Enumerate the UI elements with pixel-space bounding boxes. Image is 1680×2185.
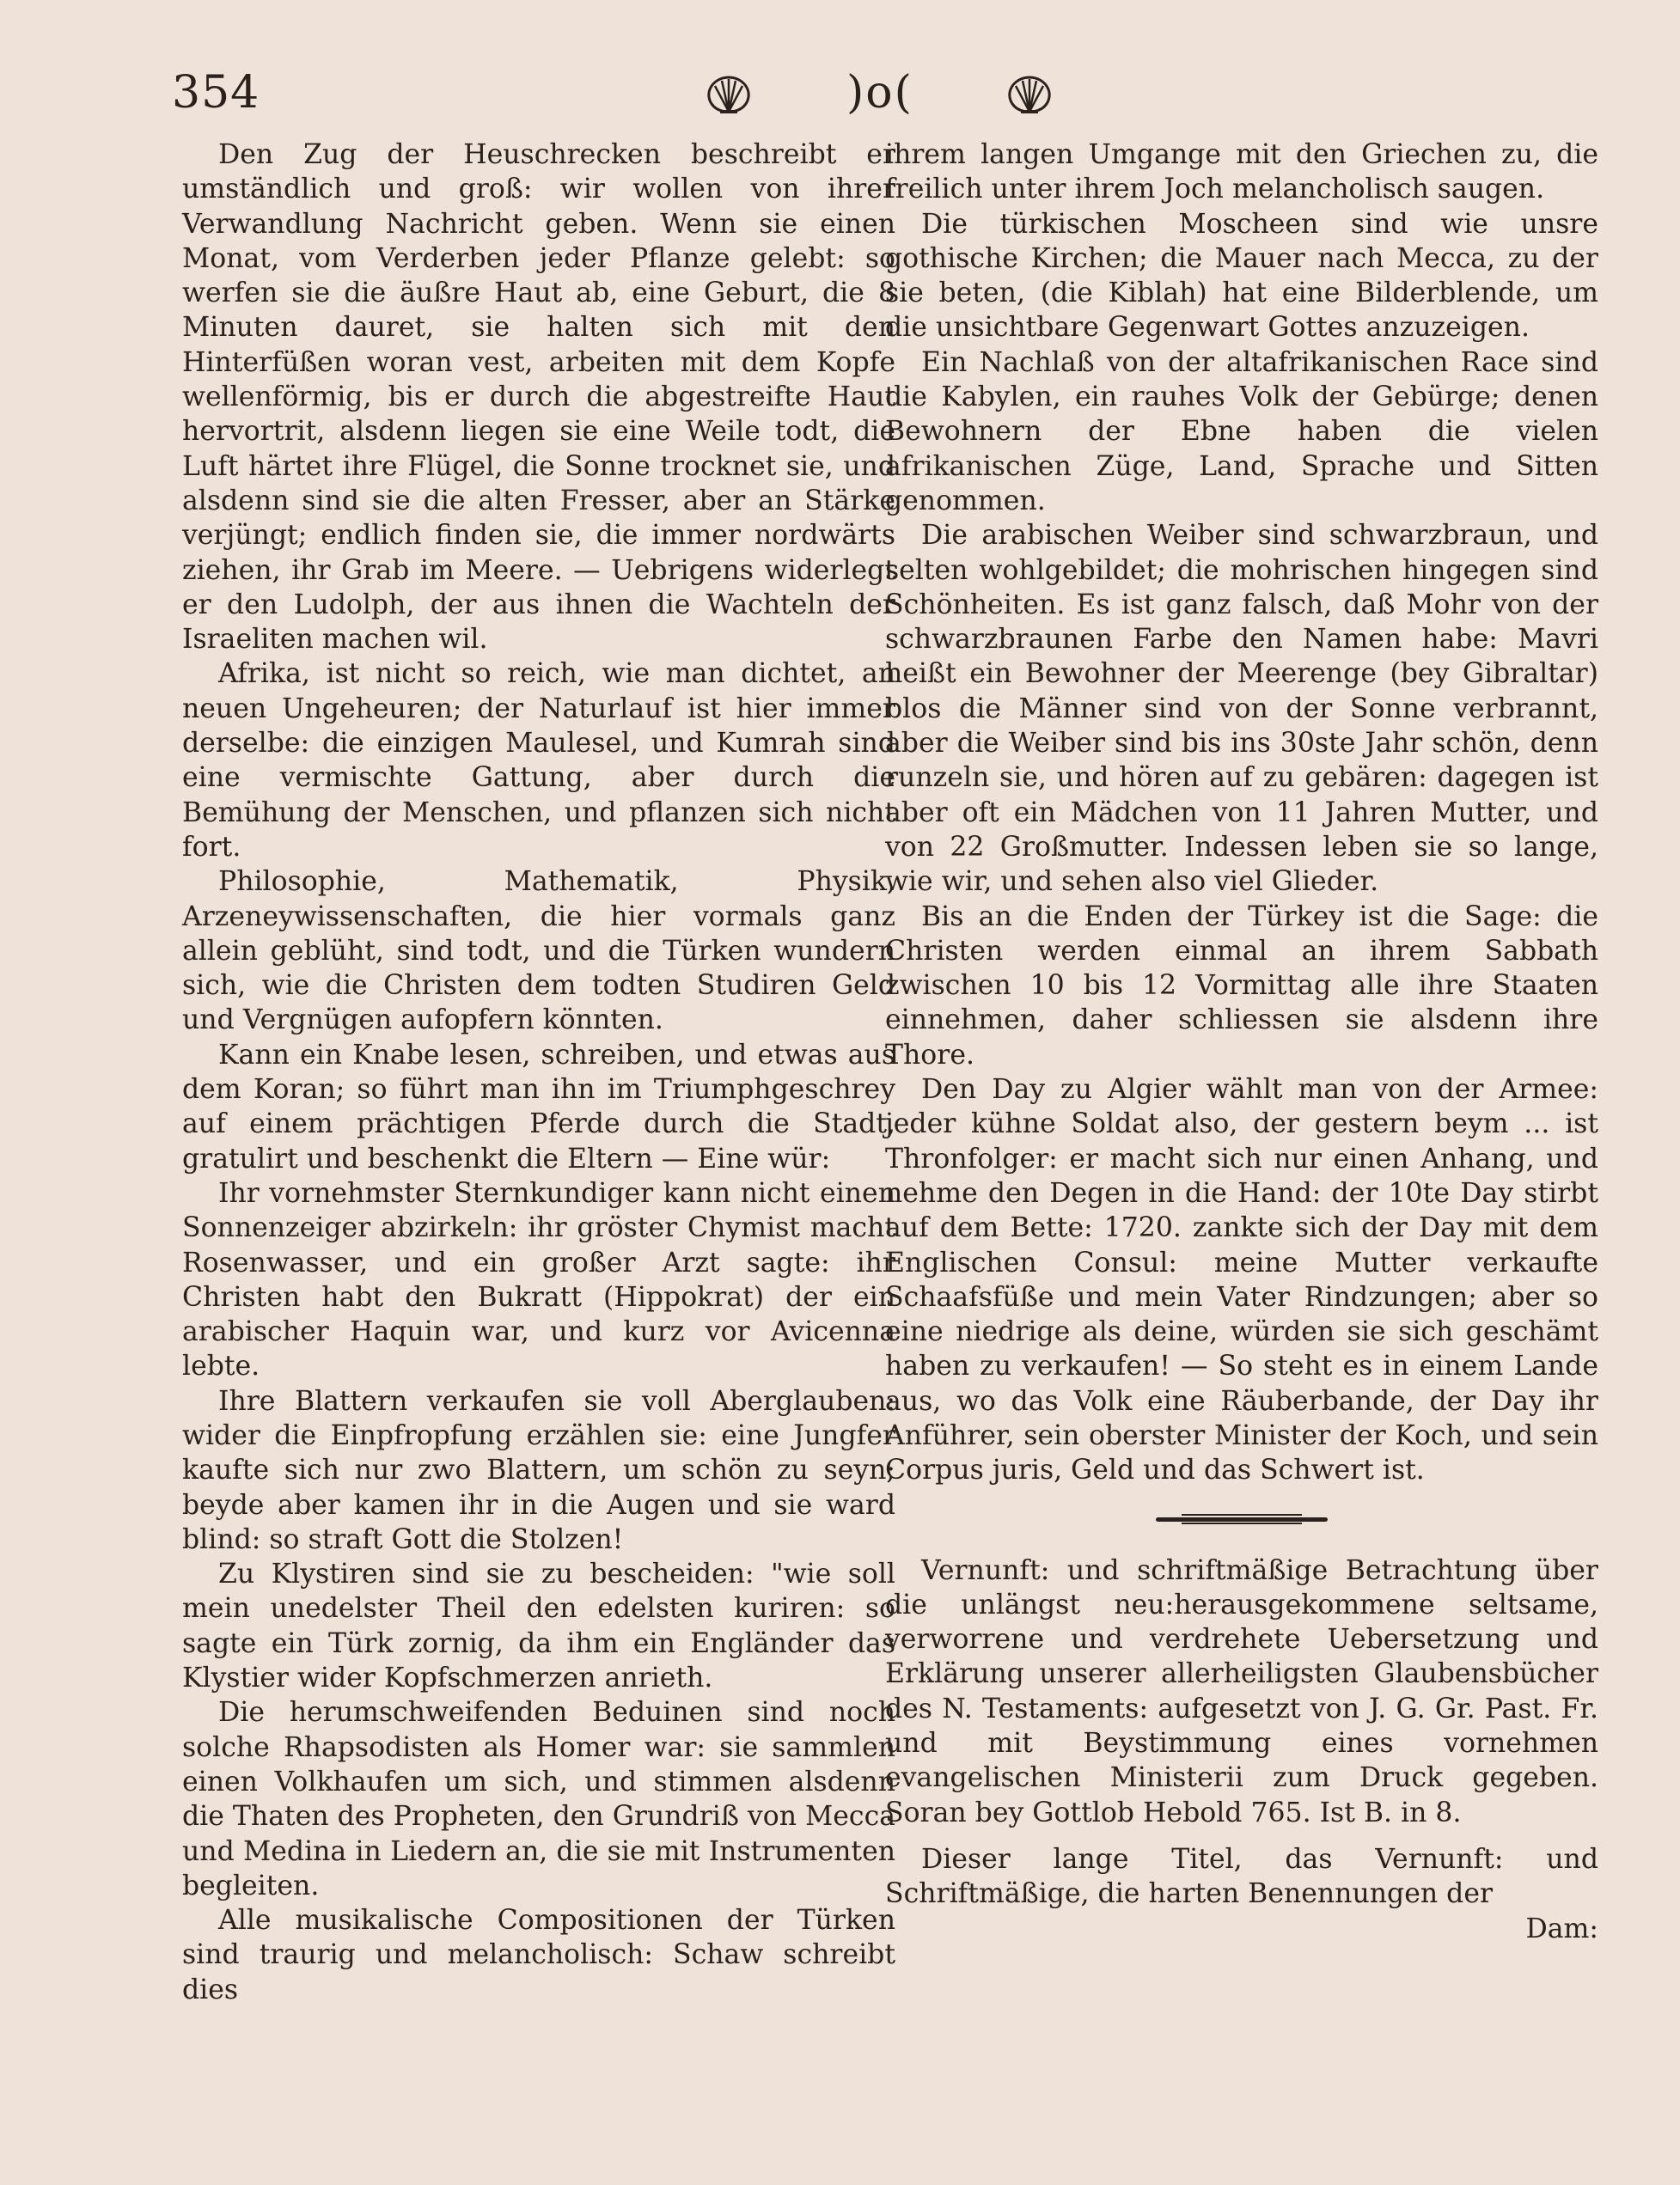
- paragraph: Afrika, ist nicht so reich, wie man dichtet, an neuen Ungeheuren; der Naturlauf ist hier immer derselbe: die einzigen Maulesel, und Kumrah sind eine vermischte Gattung, aber durch die Bemühung der Menschen, und pflanzen sich nicht fort.: [182, 658, 895, 863]
- shell-ornament-icon: [1004, 72, 1055, 117]
- paragraph: Bis an die Enden der Türkey ist die Sage: die Christen werden einmal an ihrem Sabbath zwischen 10 bis 12 Vormittag alle ihre Staaten einnehmen, daher schliessen sie alsdenn ihre Thore.: [885, 900, 1598, 1071]
- center-mark: )o(: [846, 67, 913, 119]
- paragraph: Ein Nachlaß von der altafrikanischen Race sind die Kabylen, ein rauhes Volk der Gebürge; denen Bewohnern der Ebne haben die vielen afrikanischen Züge, Land, Sprache und Sitten genommen.: [885, 346, 1598, 516]
- paragraph: Ihre Blattern verkaufen sie voll Aberglauben: wider die Einpfropfung erzählen sie: eine Jungfer kaufte sich nur zwo Blattern, um schön zu seyn; beyde aber kamen ihr in die Augen und sie ward blind: so straft Gott die Stolzen!: [182, 1385, 895, 1555]
- paragraph: Alle musikalische Compositionen der Türken sind traurig und melancholisch: Schaw schreibt dies: [182, 1905, 895, 2005]
- page-header: [172, 67, 1564, 136]
- shell-ornament-icon: [703, 72, 754, 117]
- left-column: [182, 137, 895, 2007]
- paragraph: Den Zug der Heuschrecken beschreibt er umständlich und groß: wir wollen von ihrer Verwandlung Nachricht geben. Wenn sie einen Monat, vom Verderben jeder Pflanze gelebt: so werfen sie die äußre Haut ab, eine Geburt, die 8 Minuten dauret, sie halten sich mit den Hinterfüßen woran vest, arbeiten mit dem Kopfe wellenförmig, bis er durch die abgestreifte Haut hervortrit, alsdenn liegen sie eine Weile todt, die Luft härtet ihre Flügel, die Sonne trocknet sie, und alsdenn sind sie die alten Fresser, aber an Stärke verjüngt; endlich finden sie, die immer nordwärts ziehen, ihr Grab im Meere. — Uebrigens widerlegt er den Ludolph, der aus ihnen die Wachteln der Israeliten machen wil.: [182, 139, 895, 656]
- catchword: Dam:: [1525, 1913, 1598, 1944]
- paragraph: Den Day zu Algier wählt man von der Armee: jeder kühne Soldat also, der gestern beym ... ist Thronfolger: er macht sich nur einen Anhang, und nehme den Degen in die Hand: der 10te Day stirbt auf dem Bette: 1720. zankte sich der Day mit dem Englischen Consul: meine Mutter verkaufte Schaafsfüße und mein Vater Rindzungen; aber so eine niedrige als deine, würden sie sich geschämt haben zu verkaufen! — So steht es in einem Lande aus, wo das Volk eine Räuberbande, der Day ihr Anführer, sein oberster Minister der Koch, und sein Corpus juris, Geld und das Schwert ist.: [885, 1074, 1598, 1486]
- review-title: Vernunft: und schriftmäßige Betrachtung über die unlängst neu:herausgekommene seltsame, verworrene und verdrehete Uebersetzung und Erklärung unserer allerheiligsten Glaubensbücher des N. Testaments: aufgesetzt von J. G. Gr. Past. Fr. und mit Beystimmung eines vornehmen evangelischen Ministerii zum Druck gegeben. Soran bey Gottlob Hebold 765. Ist B. in 8.: [885, 1554, 1598, 1828]
- paragraph: Zu Klystiren sind sie zu bescheiden: "wie soll mein unedelster Theil den edelsten kuriren: so sagte ein Türk zornig, da ihm ein Engländer das Klystier wider Kopfschmerzen anrieth.: [182, 1559, 895, 1694]
- paragraph: Die arabischen Weiber sind schwarzbraun, und selten wohlgebildet; die mohrischen hingegen sind Schönheiten. Es ist ganz falsch, daß Mohr von der schwarzbraunen Farbe den Namen habe: Mavri heißt ein Bewohner der Meerenge (bey Gibraltar) blos die Männer sind von der Sonne verbrannt, aber die Weiber sind bis ins 30ste Jahr schön, denn runzeln sie, und hören auf zu gebären: dagegen ist aber oft ein Mädchen von 11 Jahren Mutter, und von 22 Großmutter. Indessen leben sie so lange, wie wir, und sehen also viel Glieder.: [885, 520, 1598, 898]
- page-number: 354: [172, 67, 260, 119]
- right-column: [885, 137, 1598, 1946]
- paragraph: Die türkischen Moscheen sind wie unsre gothische Kirchen; die Mauer nach Mecca, zu der sie beten, (die Kiblah) hat eine Bilderblende, um die unsichtbare Gegenwart Gottes anzuzeigen.: [885, 208, 1598, 344]
- paragraph: Ihr vornehmster Sternkundiger kann nicht einen Sonnenzeiger abzirkeln: ihr gröster Chymist macht Rosenwasser, und ein großer Arzt sagte: ihr Christen habt den Bukratt (Hippokrat) der ein arabischer Haquin war, und kurz vor Avicenna lebte.: [182, 1177, 895, 1382]
- paragraph: Die herumschweifenden Beduinen sind noch solche Rhapsodisten als Homer war: sie sammlen einen Volkhaufen um sich, und stimmen alsdenn die Thaten des Propheten, den Grundriß von Mecca und Medina in Liedern an, die sie mit Instrumenten begleiten.: [182, 1697, 895, 1901]
- review-text: Dieser lange Titel, das Vernunft: und Schriftmäßige, die harten Benennungen der: [885, 1843, 1598, 1910]
- paragraph: Philosophie, Mathematik, Physik, Arzeneywissenschaften, die hier vormals ganz allein geblüht, sind todt, und die Türken wundern sich, wie die Christen dem todten Studiren Geld und Vergnügen aufopfern könnten.: [182, 866, 895, 1036]
- section-divider: [1156, 1514, 1328, 1524]
- paragraph: ihrem langen Umgange mit den Griechen zu, die freilich unter ihrem Joch melancholisch saugen.: [885, 139, 1598, 205]
- paragraph: Kann ein Knabe lesen, schreiben, und etwas aus dem Koran; so führt man ihn im Triumphgeschrey auf einem prächtigen Pferde durch die Stadt, gratulirt und beschenkt die Eltern — Eine wür:: [182, 1039, 895, 1175]
